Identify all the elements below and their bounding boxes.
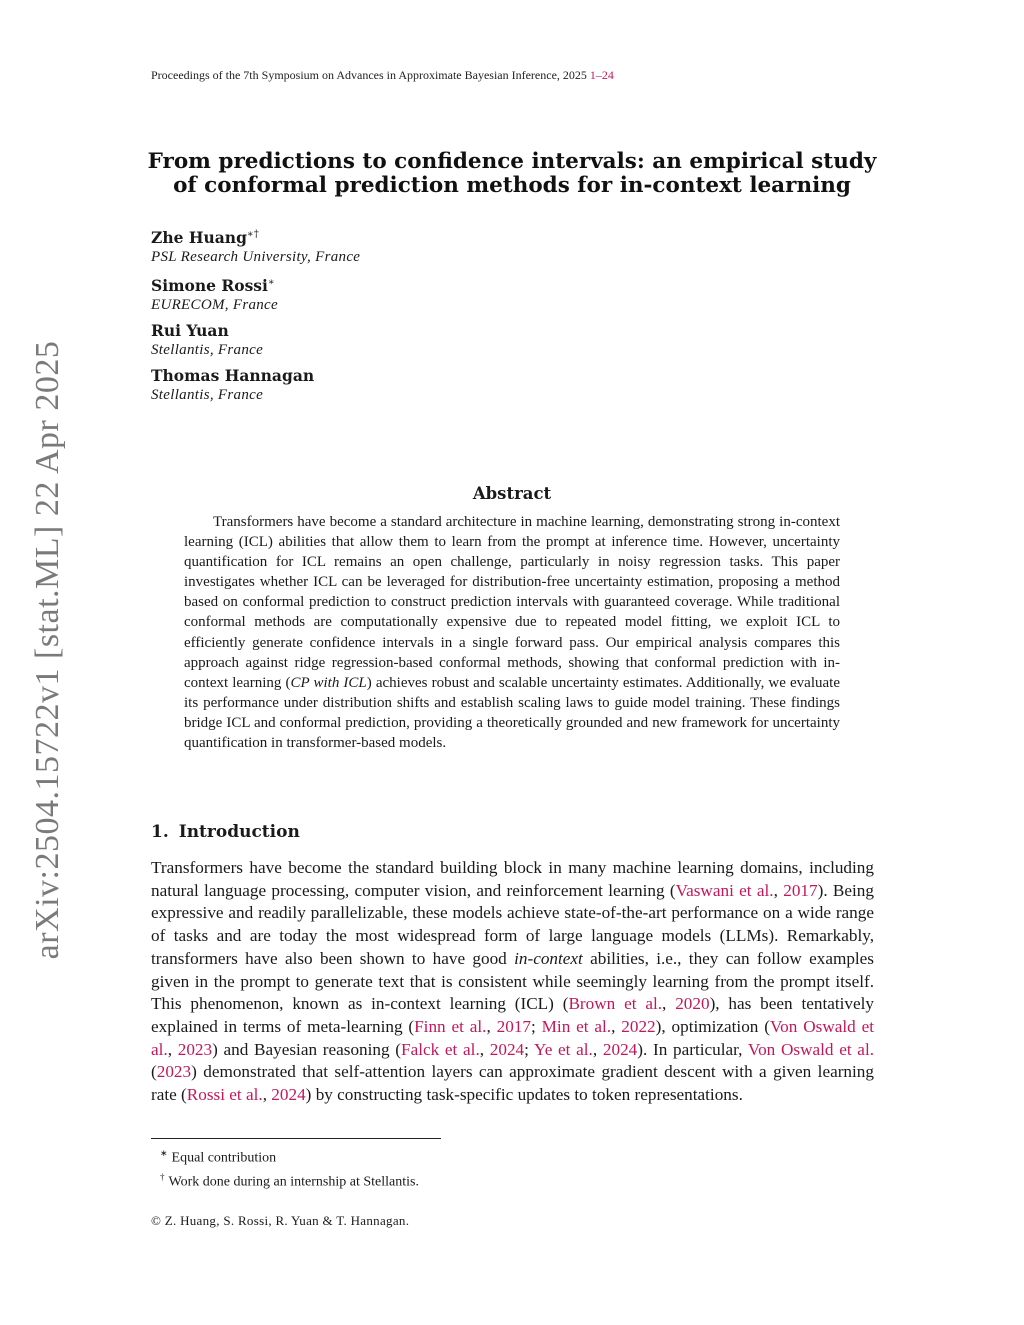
section-heading (151, 822, 300, 842)
citation-year-link[interactable]: 2023 (156, 1062, 192, 1082)
author-marks: ∗† (246, 229, 259, 240)
citation-year-link[interactable]: 2024 (271, 1085, 306, 1105)
citation-link[interactable]: Min et al. (541, 1016, 612, 1036)
footnote-text: Work done during an internship at Stellantis. (168, 1174, 419, 1190)
paper-title (140, 150, 884, 198)
citation-link[interactable]: Ye et al. (534, 1039, 593, 1059)
citation-link[interactable]: Falck et al. (401, 1039, 480, 1059)
author-entry (151, 225, 551, 267)
author-entry (151, 321, 551, 360)
author-marks: ∗ (267, 277, 275, 289)
footnote-mark: † (160, 1171, 165, 1182)
section-number: 1. (151, 822, 169, 842)
footnote-text: Equal contribution (171, 1150, 277, 1166)
author-entry (151, 366, 551, 405)
emphasis-in-context: in-context (514, 948, 583, 968)
author-list (151, 225, 551, 411)
author-affiliation: Stellantis, France (151, 342, 264, 359)
author-name: Simone Rossi∗ (151, 276, 275, 296)
citation-link[interactable]: Finn et al. (414, 1016, 487, 1036)
citation-year-link[interactable]: 2024 (489, 1039, 525, 1059)
page-range-link[interactable]: 1–24 (589, 68, 614, 82)
author-name: Rui Yuan (151, 321, 229, 341)
citation-link[interactable]: Brown et al. (568, 994, 663, 1014)
citation-year-link[interactable]: 2020 (675, 994, 710, 1014)
abstract-text: Transformers have become a standard architecture in machine learning, demonstrating strong in-context learning (ICL) abilities that allow them to learn from the prompt at inference time. However, uncertainty quantification for ICL remains an open challenge, particularly in noisy regression tasks. This paper investigates whether ICL can be leveraged for distribution-free uncertainty estimation, proposing a method based on conformal prediction to construct prediction intervals with guaranteed coverage. While traditional conformal methods are computationally expensive due to repeated model fitting, we exploit ICL to efficiently generate confidence intervals in a single forward pass. Our empirical analysis compares this approach against ridge regression-based conformal methods, showing that conformal prediction with in-context learning (CP with ICL) achieves robust and scalable uncertainty estimates. Additionally, we evaluate its performance under distribution shifts and establish scaling laws to guide model training. These findings bridge ICL and conformal prediction, providing a theoretically grounded and new framework for uncertainty quantification in transformer-based models. (184, 514, 840, 752)
citation-link[interactable]: Von Oswald et al. (747, 1039, 875, 1059)
copyright-notice: © Z. Huang, S. Rossi, R. Yuan & T. Hannagan. (151, 1213, 410, 1228)
arxiv-stamp: arXiv:2504.15722v1 [stat.ML] 22 Apr 2025 (29, 340, 66, 960)
citation-year-link[interactable]: 2023 (177, 1039, 213, 1059)
running-header (151, 68, 614, 83)
footnotes (160, 1144, 419, 1191)
citation-link[interactable]: Von Oswald et al. (151, 1016, 874, 1059)
title-line-1: From predictions to confidence intervals: an empirical study (147, 149, 877, 174)
proceedings-text: Proceedings of the 7th Symposium on Advances in Approximate Bayesian Inference, 2025 (151, 68, 587, 82)
footnote-divider (151, 1138, 441, 1139)
method-name: CP with ICL (290, 674, 367, 691)
author-affiliation: EURECOM, France (151, 297, 278, 314)
author-name: Thomas Hannagan (151, 366, 315, 386)
author-affiliation: PSL Research University, France (151, 249, 361, 266)
author-name: Zhe Huang∗† (151, 228, 259, 248)
citation-year-link[interactable]: 2022 (621, 1016, 656, 1036)
citation-year-link[interactable]: 2024 (602, 1039, 638, 1059)
citation-link[interactable]: Vaswani et al. (675, 880, 774, 900)
footnote (160, 1168, 419, 1192)
introduction-paragraph: Transformers have become the standard building block in many machine learning domains, including natural language processing, computer vision, and reinforcement learning (Vaswani et al., 2017). Being expressive and readily parallelizable, these models achieve state-of-the-art performance on a wide range of tasks and are today the most widespread form of large language models (LLMs). Remarkably, transformers have also been shown to have good in-context abilities, i.e., they can follow examples given in the prompt to generate text that is consistent while seemingly learning from the prompt itself. This phenomenon, known as in-context learning (ICL) (Brown et al., 2020), has been tentatively explained in terms of meta-learning (Finn et al., 2017; Min et al., 2022), optimization (Von Oswald et al., 2023) and Bayesian reasoning (Falck et al., 2024; Ye et al., 2024). In particular, Von Oswald et al. (2023) demonstrated that self-attention layers can approximate gradient descent with a given learning rate (Rossi et al., 2024) by constructing task-specific updates to token representations. (151, 858, 875, 1105)
citation-year-link[interactable]: 2017 (496, 1016, 531, 1036)
footnote (160, 1144, 419, 1168)
citation-year-link[interactable]: 2017 (783, 880, 818, 900)
author-entry (151, 273, 551, 315)
abstract-heading: Abstract (472, 484, 552, 503)
author-affiliation: Stellantis, France (151, 387, 264, 404)
title-line-2: of conformal prediction methods for in-context learning (173, 173, 851, 198)
footnote-mark: ∗ (160, 1148, 168, 1158)
section-title: Introduction (178, 822, 300, 842)
citation-link[interactable]: Rossi et al. (186, 1085, 263, 1105)
